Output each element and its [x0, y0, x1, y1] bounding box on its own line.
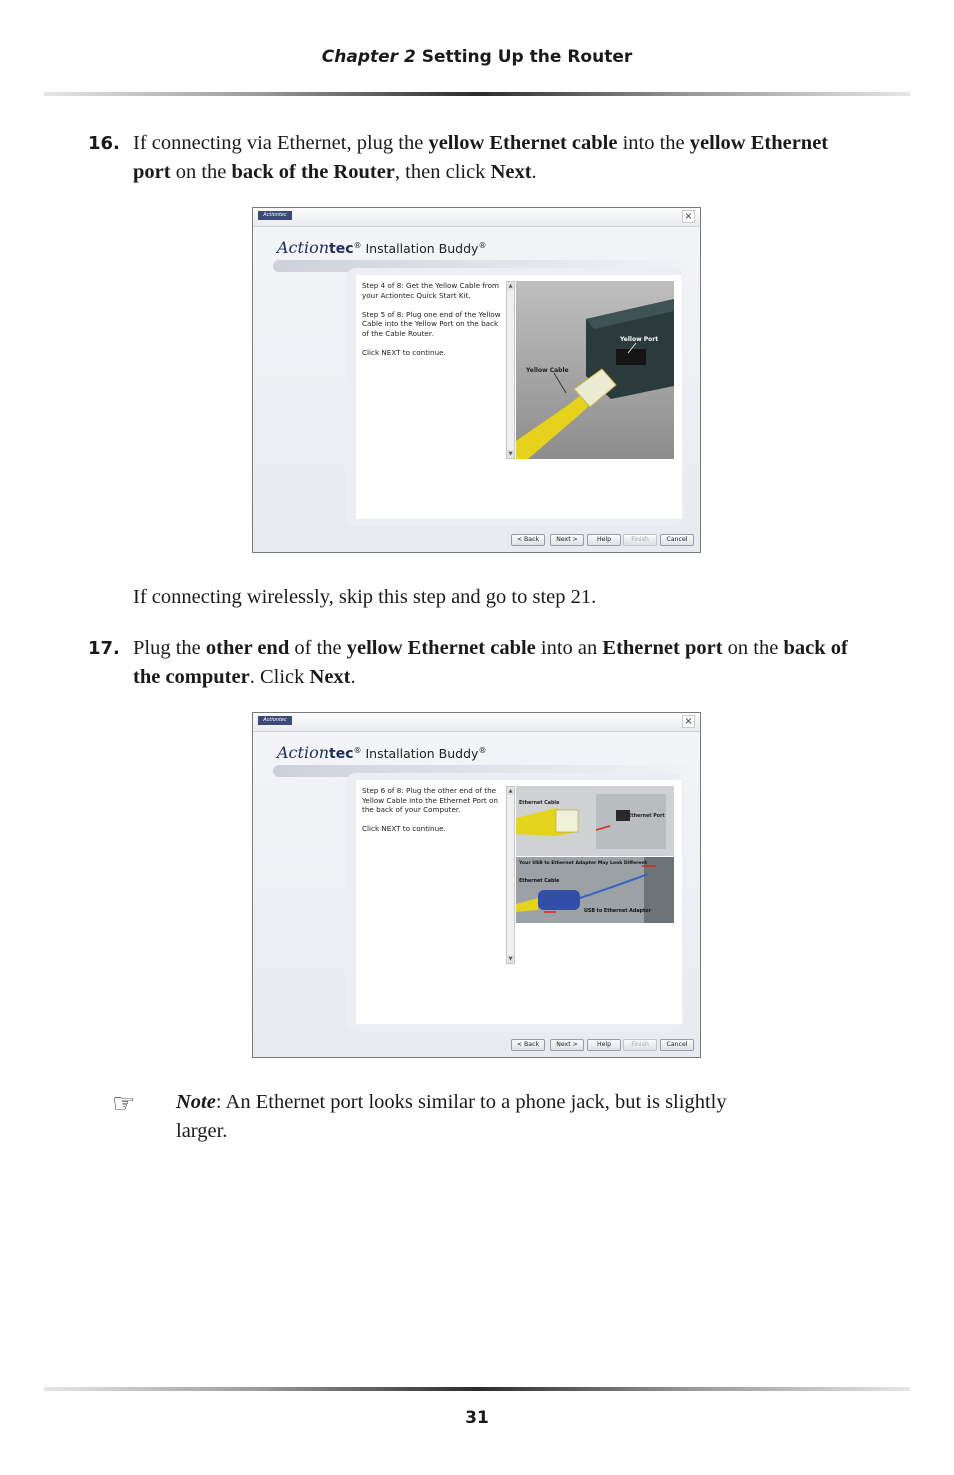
wireless-skip-note: If connecting wirelessly, skip this step and go to step 21.	[133, 586, 597, 608]
scroll-down-icon[interactable]: ▼	[508, 451, 513, 457]
next-button[interactable]: Next >	[550, 534, 584, 546]
yellow-port-label: Yellow Port	[620, 336, 659, 343]
help-button[interactable]: Help	[587, 1039, 621, 1051]
yellow-cable-label: Yellow Cable	[526, 367, 569, 374]
usb-adapter-label: USB to Ethernet Adapter	[584, 909, 651, 914]
app-title: Installation Buddy	[361, 241, 479, 256]
ethernet-cable-label: Ethernet Cable	[519, 801, 560, 806]
help-button[interactable]: Help	[587, 534, 621, 546]
footer-rule	[44, 1387, 910, 1391]
router-cable-photo	[516, 281, 674, 459]
installation-buddy-dialog-step6	[252, 712, 701, 1058]
step-text: Plug the other end of the yellow Ethernet cable into an Ethernet port on the back of the computer. Click Next.	[133, 637, 848, 688]
actiontec-small-logo: Actiontec	[258, 716, 292, 725]
brand-header: Actiontec® Installation Buddy®	[277, 743, 487, 762]
back-button[interactable]: < Back	[511, 1039, 545, 1051]
step-16	[88, 129, 848, 187]
scrollbar[interactable]	[506, 786, 515, 964]
scroll-down-icon[interactable]: ▼	[508, 956, 513, 962]
step-text: If connecting via Ethernet, plug the yellow Ethernet cable into the yellow Ethernet port on the back of the Router, then click Next.	[133, 132, 829, 183]
cancel-button[interactable]: Cancel	[660, 534, 694, 546]
dialog-titlebar	[253, 208, 700, 227]
brand-header: Actiontec® Installation Buddy®	[277, 238, 487, 257]
chapter-label: Chapter 2	[321, 47, 416, 67]
finish-button[interactable]: Finish	[623, 534, 657, 546]
note-text: Note: An Ethernet port looks similar to a phone jack, but is slightly larger.	[176, 1091, 727, 1142]
close-icon[interactable]: ×	[682, 715, 695, 728]
ethernet-port-label: Ethernet Port	[628, 814, 665, 819]
computer-port-photo	[516, 786, 674, 964]
actiontec-logo: Actiontec	[277, 238, 354, 257]
instruction-text: Step 6 of 8: Plug the other end of the Yellow Cable into the Ethernet Port on the back of your Computer. Click NEXT to continue.	[362, 786, 498, 834]
dialog-titlebar	[253, 713, 700, 732]
scroll-up-icon[interactable]: ▲	[508, 788, 513, 794]
close-icon[interactable]: ×	[682, 210, 695, 223]
page-number: 31	[465, 1408, 489, 1428]
finish-button[interactable]: Finish	[623, 1039, 657, 1051]
actiontec-small-logo: Actiontec	[258, 211, 292, 220]
note-label: Note	[176, 1091, 216, 1113]
step-number: 17.	[88, 638, 120, 659]
adapter-note-label: Your USB to Ethernet Adapter May Look Different	[519, 861, 647, 866]
chapter-title: Setting Up the Router	[421, 47, 633, 67]
instruction-text: Step 4 of 8: Get the Yellow Cable from your Actiontec Quick Start Kit. Step 5 of 8: Plug one end of the Yellow Cable into the Yellow Port on the back of the Cable Router. Click NEXT to continue.	[362, 281, 501, 358]
back-button[interactable]: < Back	[511, 534, 545, 546]
step-17	[88, 634, 848, 692]
app-title: Installation Buddy	[361, 746, 479, 761]
next-button[interactable]: Next >	[550, 1039, 584, 1051]
actiontec-logo: Actiontec	[277, 743, 354, 762]
scrollbar[interactable]	[506, 281, 515, 459]
header-rule	[44, 92, 910, 96]
ethernet-cable-label-2: Ethernet Cable	[519, 879, 560, 884]
running-header	[0, 47, 954, 67]
step-number: 16.	[88, 133, 120, 154]
scroll-up-icon[interactable]: ▲	[508, 283, 513, 289]
pointing-hand-icon: ☞	[112, 1089, 136, 1119]
installation-buddy-dialog-step4	[252, 207, 701, 553]
cancel-button[interactable]: Cancel	[660, 1039, 694, 1051]
